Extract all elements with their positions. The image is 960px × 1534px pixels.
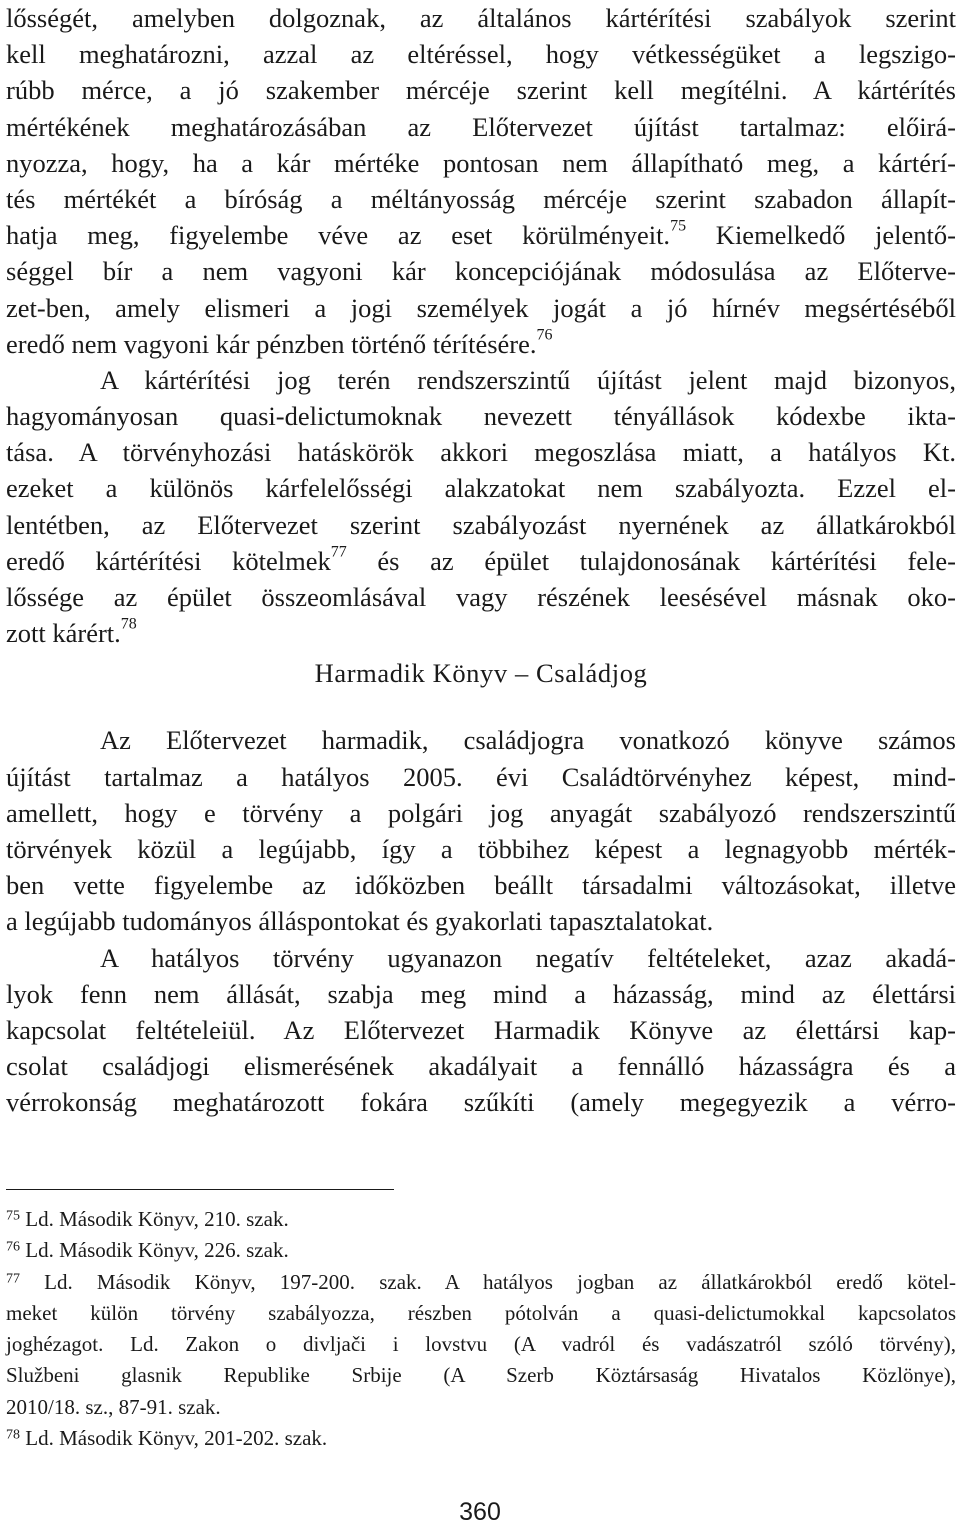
footnote-ref: 76 <box>536 326 553 344</box>
text-line: ben vette figyelembe az időközben beállt társadalmi változásokat, illetve <box>6 870 956 901</box>
footnote-text: Ld. Második Könyv, 210. szak. <box>20 1207 289 1231</box>
text-line <box>6 615 956 651</box>
text-segment: és az épület tulajdonosának kártérítési fele- <box>346 545 956 576</box>
text-segment: eredő nem vagyoni kár pénzben történő térítésére. <box>6 328 537 359</box>
footnote-ref: 77 <box>330 543 347 561</box>
footnote-number: 78 <box>6 1427 20 1443</box>
text-line <box>6 326 956 362</box>
page-number: 360 <box>459 1498 501 1526</box>
text-line: A hatályos törvény ugyanazon negatív feltételeket, azaz akadá- <box>100 942 956 973</box>
footnote-number: 76 <box>6 1240 20 1255</box>
text-line: rúbb mérce, a jó szakember mércéje szerint kell megítélni. A kártérítés <box>6 75 956 106</box>
text-line: kapcsolat feltételeiül. Az Előtervezet Harmadik Könyve az élettársi kap- <box>6 1014 956 1045</box>
text-line: újítást tartalmaz a hatályos 2005. évi Családtörvényhez képest, mind- <box>6 761 956 792</box>
paragraph-civil-liability <box>6 0 956 362</box>
text-line <box>6 217 956 253</box>
footnote-divider <box>6 1189 394 1190</box>
footnote-text: Ld. Második Könyv, 201-202. szak. <box>20 1426 328 1451</box>
text-line: A kártérítési jog terén rendszerszintű újítást jelent majd bizonyos, <box>100 364 956 395</box>
text-line: Az Előtervezet harmadik, családjogra vonatkozó könyve számos <box>100 725 956 756</box>
footnote-number: 77 <box>6 1271 20 1287</box>
text-line: tása. A törvényhozási hatáskörök akkori megoszlása miatt, a hatályos Kt. <box>6 437 956 468</box>
footnote-75 <box>6 1204 956 1235</box>
footnote-77-line: Službeni glasnik Republike Srbije (A Szerb Köztársaság Hivatalos Közlönye), <box>6 1363 956 1388</box>
text-line: kell meghatározni, azzal az eltéréssel, hogy vétkességüket a legszigo- <box>6 39 956 70</box>
section-heading: Harmadik Könyv – Családjog <box>314 658 648 689</box>
paragraph-family-law-intro <box>6 722 956 939</box>
text-line: lyok fenn nem állását, szabja meg mind a házasság, mind az élettársi <box>6 978 956 1009</box>
footnote-78 <box>6 1423 956 1454</box>
footnote-text: Ld. Második Könyv, 226. szak. <box>20 1238 289 1263</box>
paragraph-quasi-delicts <box>6 362 956 652</box>
text-line: lősségét, amelyben dolgoznak, az általános kártérítési szabályok szerint <box>6 3 956 33</box>
text-line <box>6 543 956 579</box>
footnote-ref: 75 <box>670 217 687 235</box>
footnote-text: Ld. Második Könyv, 197-200. szak. A hatályos jogban az állatkárokból eredő kötel- <box>20 1269 956 1294</box>
footnote-77-line: joghézagot. Ld. Zakon o divljači i lovstvu (A vadról és vadászatról szóló törvény), <box>6 1332 956 1357</box>
body-text <box>6 0 956 1120</box>
text-line: ezeket a különös kárfelelősségi alakzatokat nem szabályozta. Ezzel el- <box>6 473 956 504</box>
footnote-77-line: meket külön törvény szabályozza, részben pótolván a quasi-delictumokkal kapcsolatos <box>6 1300 956 1325</box>
text-segment: eredő kártérítési kötelmek <box>6 545 331 576</box>
text-line: hagyományosan quasi-delictumoknak nevezett tényállások kódexbe ikta- <box>6 401 956 432</box>
text-line: zet-ben, amely elismeri a jogi személyek jogát a jó hírnév megsértéséből <box>6 292 956 323</box>
footnote-77-line: 2010/18. sz., 87-91. szak. <box>6 1394 221 1419</box>
text-line: lentétben, az Előtervezet szerint szabályozást nyernének az állatkárokból <box>6 509 956 540</box>
footnote-76 <box>6 1235 956 1266</box>
text-segment: hatja meg, figyelembe véve az eset körülményeit. <box>6 220 671 251</box>
footnote-ref: 78 <box>120 615 137 633</box>
text-line: mértékének meghatározásában az Előtervezet újítást tartalmaz: előirá- <box>6 111 956 142</box>
text-line: séggel bír a nem vagyoni kár koncepciójának módosulása az Előterve- <box>6 256 956 287</box>
text-line: tés mértékét a bíróság a méltányosság mércéje szerint szabadon állapít- <box>6 183 956 214</box>
text-line: amellett, hogy e törvény a polgári jog anyagát szabályozó rendszerszintű <box>6 797 956 828</box>
footnotes <box>6 1189 956 1454</box>
text-line: a legújabb tudományos álláspontokat és gyakorlati tapasztalatokat. <box>6 906 714 937</box>
text-line: vérrokonság meghatározott fokára szűkíti (amely megegyezik a vérro- <box>6 1087 956 1118</box>
text-line: lőssége az épület összeomlásával vagy részének leesésével másnak oko- <box>6 582 956 612</box>
text-line: csolat családjogi elismerésének akadályait a fennálló házasságra és a <box>6 1051 956 1082</box>
footnote-77 <box>6 1267 956 1298</box>
text-line: nyozza, hogy, ha a kár mértéke pontosan nem állapítható meg, a kártérí- <box>6 147 956 178</box>
paragraph-cohabitation <box>6 940 956 1121</box>
text-segment: zott kárért. <box>6 618 121 649</box>
text-line: törvények közül a legújabb, így a többihez képest a legnagyobb mérték- <box>6 833 956 864</box>
text-segment: Kiemelkedő jelentő- <box>686 220 956 251</box>
footnote-number: 75 <box>6 1208 20 1224</box>
